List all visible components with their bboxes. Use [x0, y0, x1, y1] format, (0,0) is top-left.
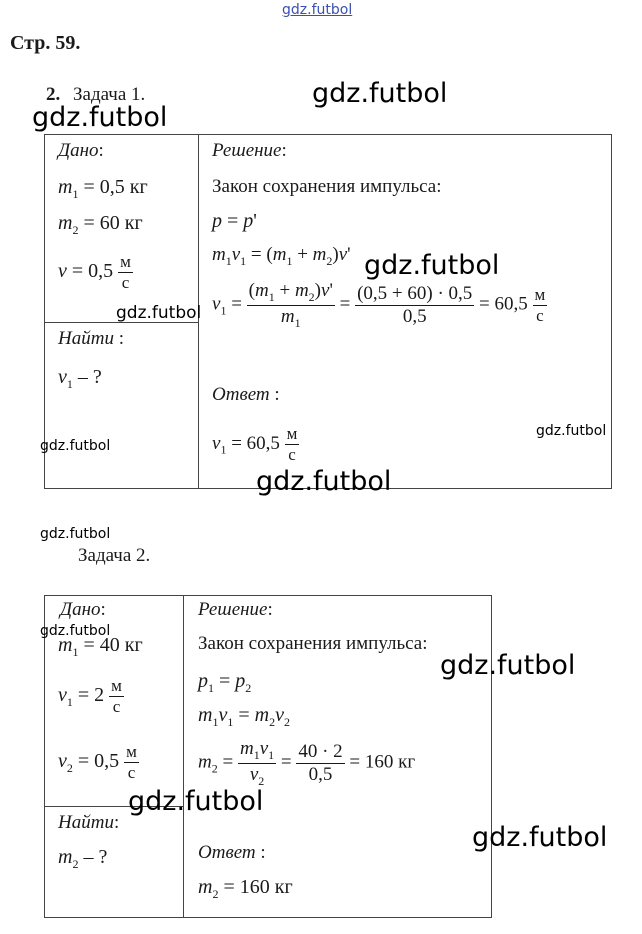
exercise-number: 2. — [46, 84, 61, 105]
task1-find-v1: $v_1$ – ? — [58, 366, 102, 391]
task2-given-v2: $v_2 = 0,5$ $\frac{м}{с}$ — [58, 742, 137, 782]
task2-find-label: Найти: — [58, 812, 120, 833]
task2-formula-conservation: $m_1v_1 = m_2v_2$ — [198, 704, 290, 729]
task2-find-m2: $m_2$ – ? — [58, 846, 108, 871]
task1-formula-momentum: p = p' — [212, 210, 257, 232]
task2-law: Закон сохранения импульса: — [198, 633, 428, 654]
task1-formula-conservation: $m_1v_1 = (m_1 + m_2)v'$ — [212, 244, 351, 268]
watermark: gdz.futbol — [312, 78, 448, 109]
task1-formula-v1: $v_1$ = $\frac{(m_1 + m_2)v'}{m_1}$ = $\frac{(0,5 + 60) \cdot 0,5}{0,5}$ = 60,5 $\frac{м}{с}$ — [212, 280, 546, 330]
task2-formula-momentum: $p_1 = p_2$ — [198, 670, 252, 695]
task2-answer: $m_2 = 160$ кг — [198, 876, 293, 901]
task1-find-label: Найти : — [58, 328, 124, 349]
task1-title: Задача 1. — [73, 84, 146, 105]
task2-solution-label: Решение: — [198, 599, 273, 620]
task2-title: Задача 2. — [78, 545, 151, 566]
task2-given-label: Дано: — [60, 599, 106, 620]
task1-given-v: v = 0,5 $\frac{м}{с}$ — [58, 252, 131, 292]
task2-given-v1: $v_1 = 2$ $\frac{м}{с}$ — [58, 676, 122, 716]
watermark: gdz.futbol — [40, 526, 111, 542]
watermark: gdz.futbol — [440, 650, 576, 681]
unit-fraction: $\frac{м}{с}$ — [120, 252, 131, 292]
watermark-top[interactable]: gdz.futbol — [282, 2, 353, 18]
watermark: gdz.futbol — [32, 102, 168, 133]
task1-solution-label: Решение: — [212, 140, 287, 161]
task1-answer-label: Ответ : — [212, 384, 280, 405]
watermark: gdz.futbol — [364, 250, 500, 281]
watermark: gdz.futbol — [40, 438, 111, 454]
task1-given-label: Дано: — [58, 140, 104, 161]
watermark: gdz.futbol — [128, 786, 264, 817]
watermark: gdz.futbol — [256, 466, 392, 497]
watermark: gdz.futbol — [536, 423, 607, 439]
task2-given-m1: $m_1 = 40$ кг — [58, 634, 143, 659]
watermark: gdz.futbol — [116, 303, 202, 323]
task1-given-m2: $m_2 = 60$ кг — [58, 212, 143, 237]
watermark: gdz.futbol — [40, 623, 111, 639]
task1-law: Закон сохранения импульса: — [212, 176, 442, 197]
task2-column-divider — [183, 595, 184, 917]
watermark: gdz.futbol — [472, 822, 608, 853]
task2-formula-m2: $m_2$ = $\frac{m_1v_1}{v_2}$ = $\frac{40 \cdot 2}{0,5}$ = 160 кг — [198, 738, 416, 788]
task1-given-m1: $m_1 = 0,5$ кг — [58, 176, 148, 201]
page-title: Стр. 59. — [10, 32, 81, 54]
task2-answer-label: Ответ : — [198, 842, 266, 863]
task1-answer: $v_1 = 60,5$ $\frac{м}{с}$ — [212, 424, 298, 464]
